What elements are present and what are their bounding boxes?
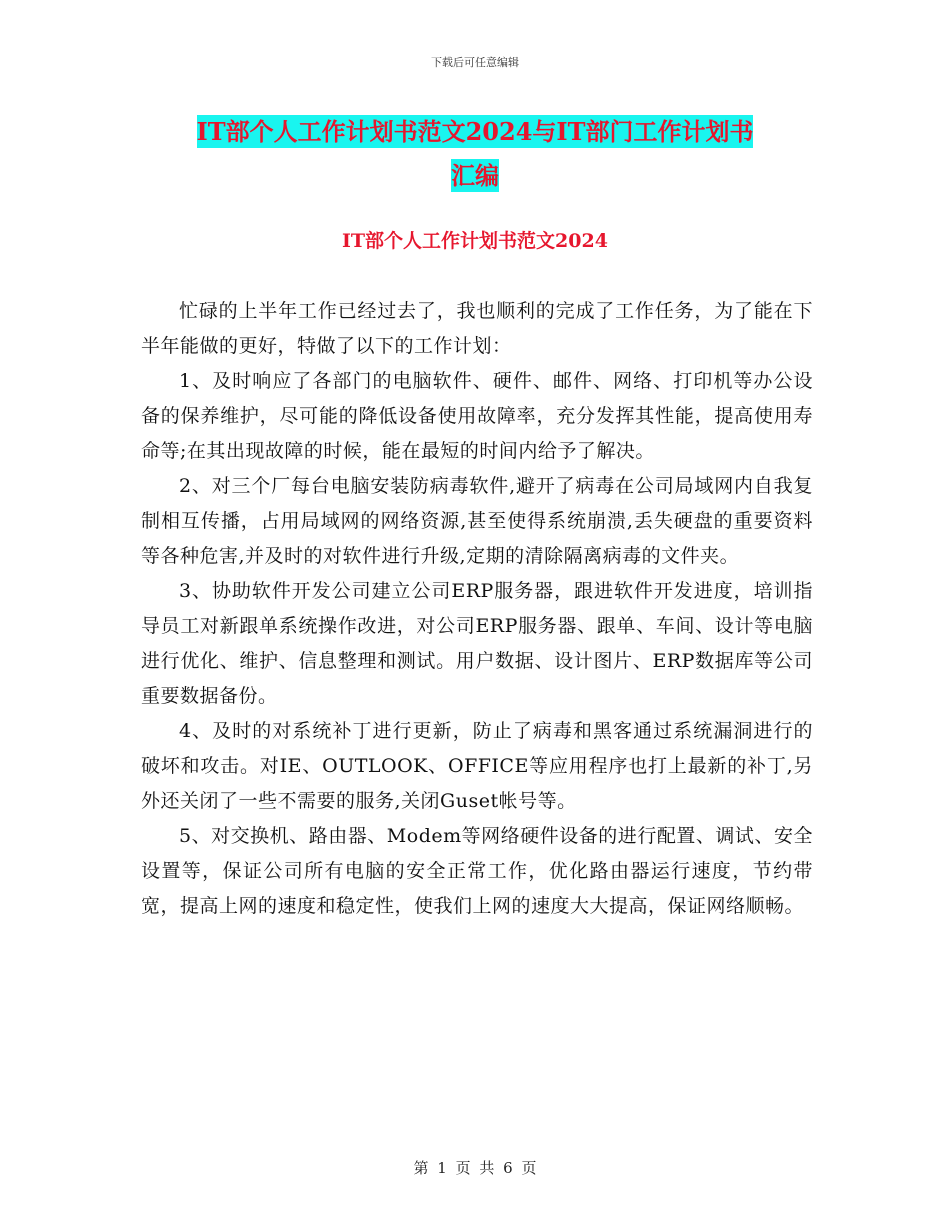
paragraph-item-5: 5、对交换机、路由器、Modem等网络硬件设备的进行配置、调试、安全设置等，保证公司所有电脑的安全正常工作，优化路由器运行速度，节约带宽，提高上网的速度和稳定性，使我们上网的速度大大提高，保证网络顺畅。 [141, 825, 813, 917]
section-title: IT部个人工作计划书范文2024 [342, 230, 608, 252]
document-title-line1: IT部个人工作计划书范文2024与IT部门工作计划书 [196, 117, 754, 146]
document-title-line2: 汇编 [451, 161, 499, 190]
document-body [141, 294, 813, 924]
paragraph-item-3: 3、协助软件开发公司建立公司ERP服务器，跟进软件开发进度，培训指导员工对新跟单系统操作改进，对公司ERP服务器、跟单、车间、设计等电脑进行优化、维护、信息整理和测试。用户数据、设计图片、ERP数据库等公司重要数据备份。 [141, 580, 813, 707]
paragraph-item-4: 4、及时的对系统补丁进行更新，防止了病毒和黑客通过系统漏洞进行的破坏和攻击。对IE、OUTLOOK、OFFICE等应用程序也打上最新的补丁,另外还关闭了一些不需要的服务,关闭Guset帐号等。 [141, 720, 813, 812]
page-number: 第 1 页 共 6 页 [413, 1159, 537, 1177]
paragraph-item-2: 2、对三个厂每台电脑安装防病毒软件,避开了病毒在公司局域网内自我复制相互传播，占用局域网的网络资源,甚至使得系统崩溃,丢失硬盘的重要资料等各种危害,并及时的对软件进行升级,定期的清除隔离病毒的文件夹。 [141, 475, 813, 567]
document-title [140, 110, 810, 198]
paragraph-intro: 忙碌的上半年工作已经过去了，我也顺利的完成了工作任务，为了能在下半年能做的更好，特做了以下的工作计划： [141, 300, 813, 357]
header-note: 下载后可任意编辑 [431, 56, 519, 69]
paragraph-item-1: 1、及时响应了各部门的电脑软件、硬件、邮件、网络、打印机等办公设备的保养维护，尽可能的降低设备使用故障率，充分发挥其性能，提高使用寿命等;在其出现故障的时候，能在最短的时间内给予了解决。 [141, 370, 813, 462]
